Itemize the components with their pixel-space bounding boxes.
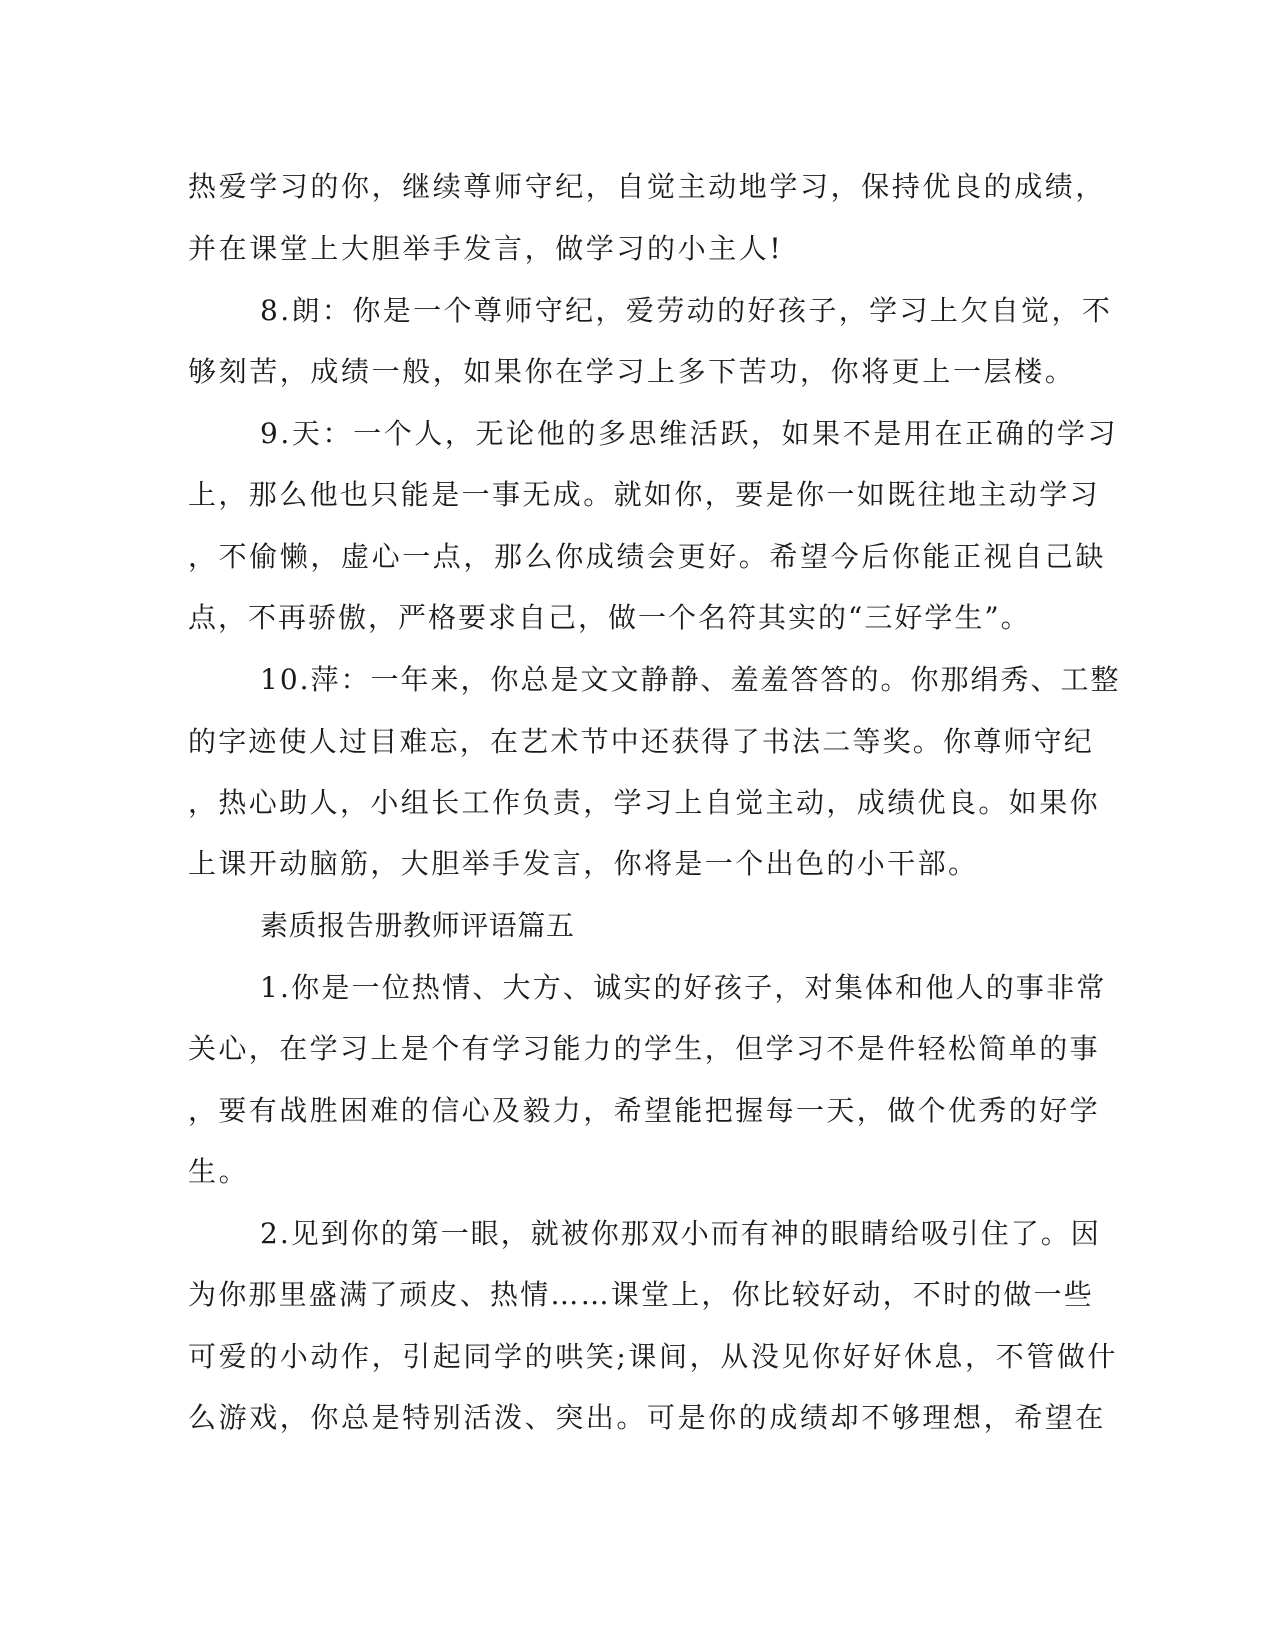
text-line: ，要有战胜困难的信心及毅力，希望能把握每一天，做个优秀的好学 — [188, 1094, 1101, 1127]
text-line: ，不偷懒，虚心一点，那么你成绩会更好。希望今后你能正视自己缺 — [188, 540, 1107, 573]
text-line: 点，不再骄傲，严格要求自己，做一个名符其实的“三好学生”。 — [188, 601, 1031, 634]
text-line: 为你那里盛满了顽皮、热情……课堂上，你比较好动，不时的做一些 — [188, 1278, 1095, 1311]
text-line: ，热心助人，小组长工作负责，学习上自觉主动，成绩优良。如果你 — [188, 786, 1101, 819]
text-line: 关心，在学习上是个有学习能力的学生，但学习不是件轻松简单的事 — [188, 1032, 1101, 1065]
text-line: 热爱学习的你，继续尊师守纪，自觉主动地学习，保持优良的成绩， — [188, 170, 1107, 203]
text-line: 上课开动脑筋，大胆举手发言，你将是一个出色的小干部。 — [188, 847, 979, 880]
text-line: 1.你是一位热情、大方、诚实的好孩子，对集体和他人的事非常 — [260, 971, 1107, 1004]
text-line: 可爱的小动作，引起同学的哄笑;课间，从没见你好好休息，不管做什 — [188, 1340, 1119, 1373]
text-line: 10.萍：一年来，你总是文文静静、羞羞答答的。你那绢秀、工整 — [260, 663, 1121, 696]
section-heading: 素质报告册教师评语篇五 — [260, 909, 575, 942]
text-line: 生。 — [188, 1155, 250, 1188]
text-line: 的字迹使人过目难忘，在艺术节中还获得了书法二等奖。你尊师守纪 — [188, 725, 1095, 758]
text-line: 并在课堂上大胆举手发言，做学习的小主人! — [188, 232, 784, 265]
text-line: 9.天：一个人，无论他的多思维活跃，如果不是用在正确的学习 — [260, 417, 1119, 450]
text-line: 够刻苦，成绩一般，如果你在学习上多下苦功，你将更上一层楼。 — [188, 355, 1076, 388]
text-line: 8.朗：你是一个尊师守纪，爱劳动的好孩子，学习上欠自觉，不 — [260, 294, 1113, 327]
text-line: 2.见到你的第一眼，就被你那双小而有神的眼睛给吸引住了。因 — [260, 1217, 1101, 1250]
text-line: 上，那么他也只能是一事无成。就如你，要是你一如既往地主动学习 — [188, 478, 1101, 511]
text-line: 么游戏，你总是特别活泼、突出。可是你的成绩却不够理想，希望在 — [188, 1401, 1107, 1434]
